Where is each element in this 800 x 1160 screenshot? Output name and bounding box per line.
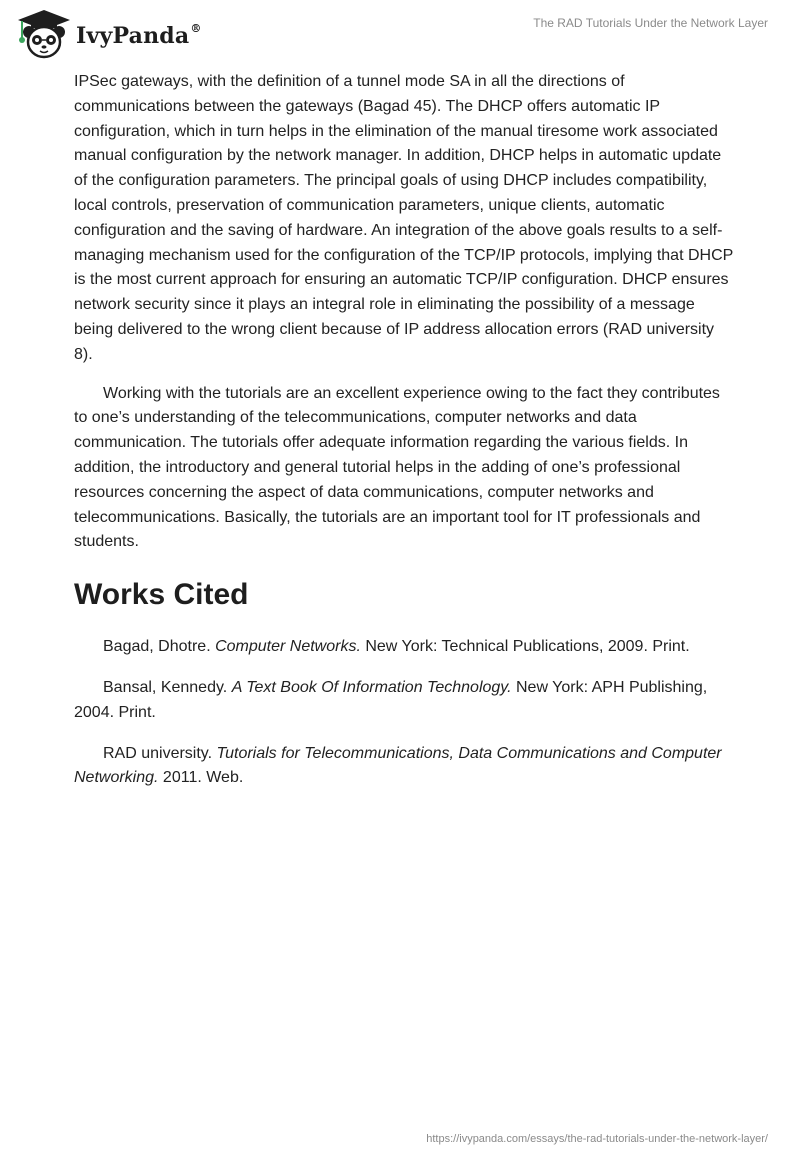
citation-author: Bagad, Dhotre bbox=[103, 638, 207, 656]
citation-entry bbox=[74, 635, 734, 660]
brand-name bbox=[76, 23, 202, 49]
citation-author-separator: . bbox=[207, 744, 217, 762]
citation-details: New York: APH Publishing, 2004. Print. bbox=[74, 678, 708, 721]
essay-content bbox=[74, 70, 734, 807]
citation-title: Tutorials for Telecommunications, Data Communications and Computer Networking. bbox=[74, 744, 722, 787]
citation-entry bbox=[74, 676, 734, 726]
citation-entry bbox=[74, 742, 734, 792]
citation-author: RAD university bbox=[103, 744, 208, 762]
brand-text: IvyPanda bbox=[76, 23, 190, 49]
ivypanda-logo[interactable] bbox=[14, 8, 202, 60]
page-header bbox=[0, 0, 800, 70]
body-paragraph: IPSec gateways, with the definition of a tunnel mode SA in all the directions of communications between the gateways (Bagad 45). The DHCP offers automatic IP configuration, which in turn helps in the elimination of the manual tiresome work associated manual configuration by the network manager. In addition, DHCP helps in automatic update of the configuration parameters. The principal goals of using DHCP includes compatibility, local controls, preservation of communication parameters, unique clients, automatic configuration and the saving of hardware. An integration of the above goals results to a self-managing mechanism used for the configuration of the TCP/IP protocols, implying that DHCP is the most current approach for ensuring an automatic TCP/IP configuration. DHCP ensures network security since it plays an integral role in eliminating the possibility of a message being delivered to the wrong client because of IP address allocation errors (RAD university 8). bbox=[74, 73, 734, 363]
works-cited-heading: Works Cited bbox=[74, 578, 249, 612]
registered-mark: ® bbox=[190, 21, 202, 35]
citation-title: A Text Book Of Information Technology. bbox=[231, 678, 512, 696]
body-paragraph: Working with the tutorials are an excellent experience owing to the fact they contributes to one’s understanding of the telecommunications, computer networks and data communication. The tutorials offer adequate information regarding the various fields. In addition, the introductory and general tutorial helps in the adding of one’s professional resources concerning the aspect of data communications, computer networks and telecommunications. Basically, the tutorials are an important tool for IT professionals and students. bbox=[74, 384, 720, 551]
citation-author: Bansal, Kennedy bbox=[103, 678, 223, 696]
document-title: The RAD Tutorials Under the Network Layer bbox=[533, 16, 768, 30]
panda-graduate-icon bbox=[14, 8, 74, 60]
citation-details: 2011. Web. bbox=[158, 769, 244, 787]
citation-author-separator: . bbox=[206, 638, 216, 656]
citation-author-separator: . bbox=[222, 678, 232, 696]
footer-source-url[interactable]: https://ivypanda.com/essays/the-rad-tutorials-under-the-network-layer/ bbox=[426, 1133, 768, 1145]
citation-title: Computer Networks. bbox=[215, 638, 361, 656]
citation-details: New York: Technical Publications, 2009. Print. bbox=[360, 638, 690, 656]
